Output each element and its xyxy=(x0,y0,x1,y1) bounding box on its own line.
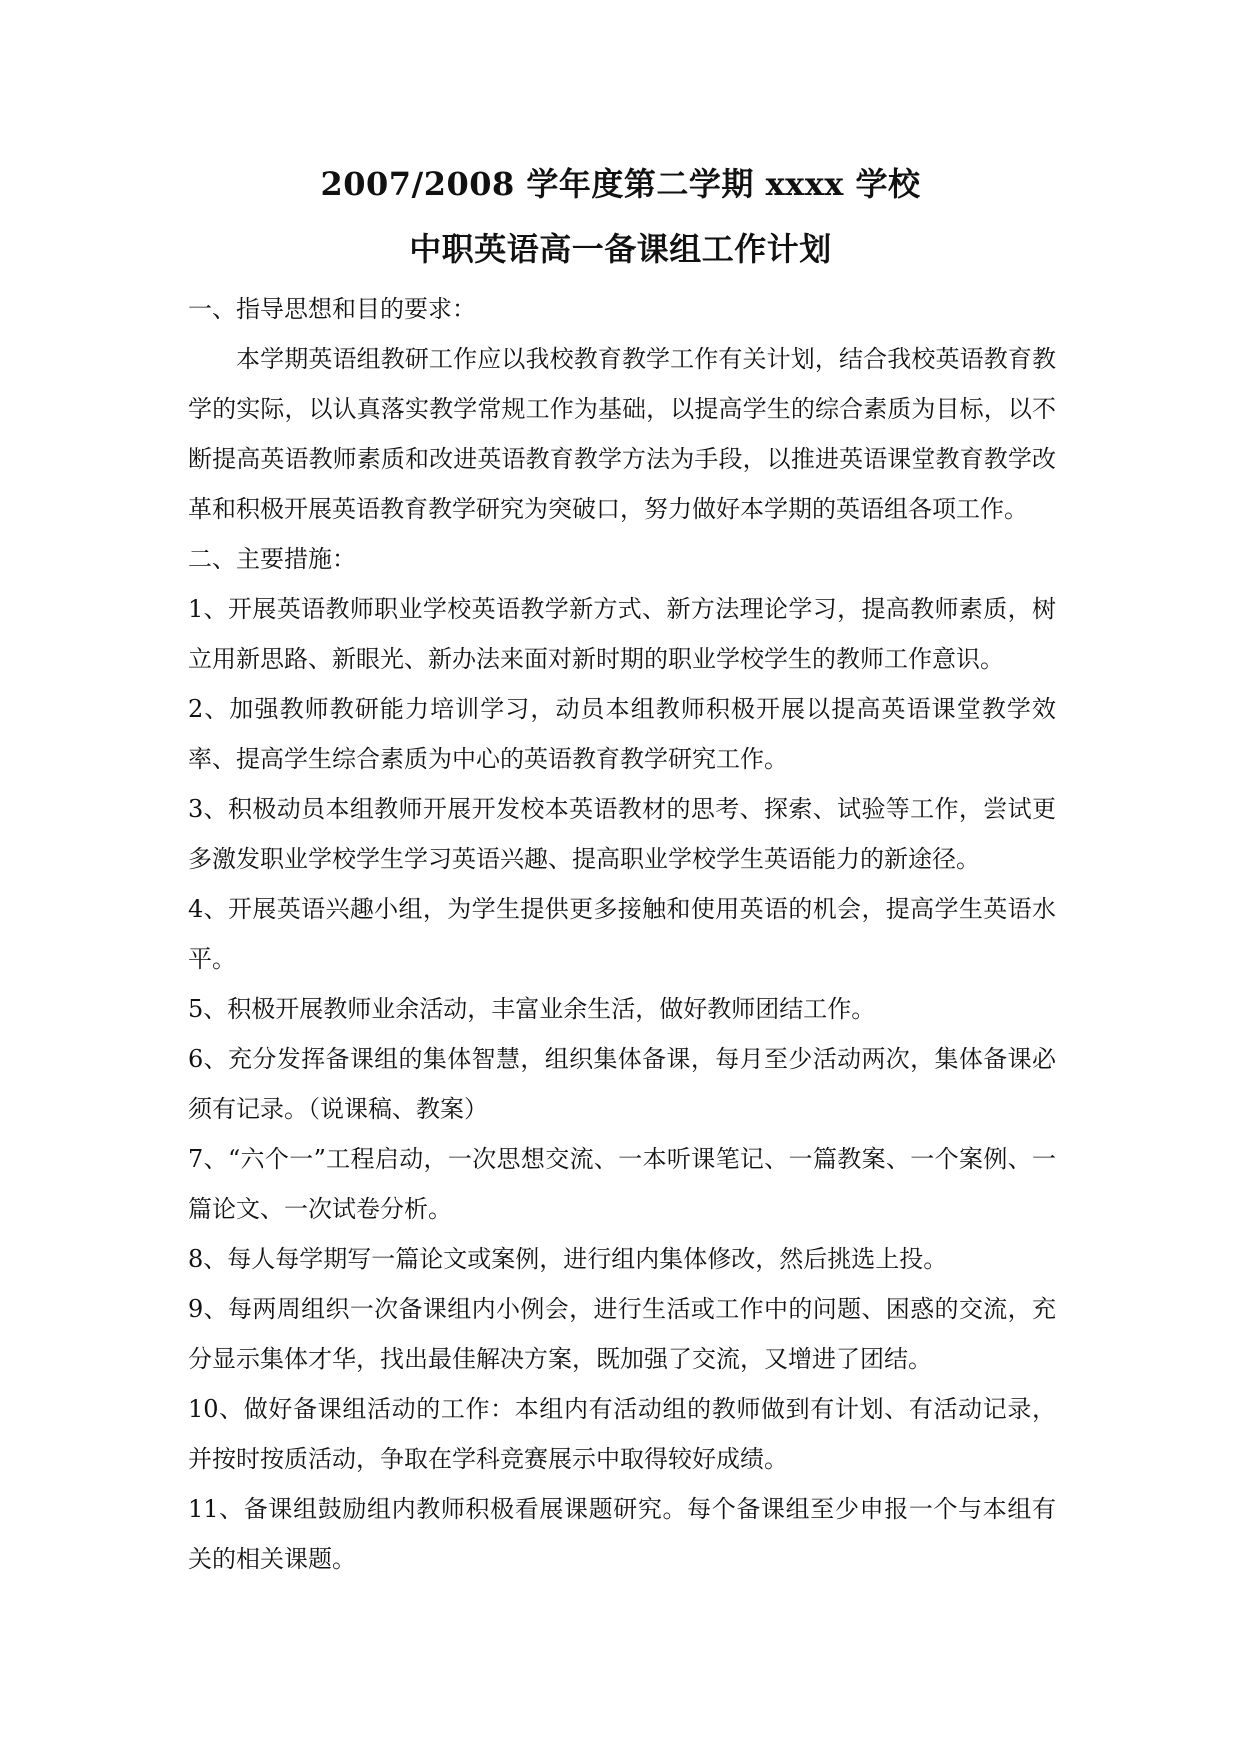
measure-item-4: 4、开展英语兴趣小组，为学生提供更多接触和使用英语的机会，提高学生英语水平。 xyxy=(188,895,1056,973)
measure-item-7: 7、“六个一”工程启动，一次思想交流、一本听课笔记、一篇教案、一个案例、一篇论文、一次试卷分析。 xyxy=(188,1145,1056,1223)
document-title-line-1: 2007/2008 学年度第二学期 xxxx 学校 xyxy=(320,165,921,203)
section-heading-main-measures: 二、主要措施： xyxy=(188,545,356,573)
measure-item-9: 9、每两周组织一次备课组内小例会，进行生活或工作中的问题、困惑的交流，充分显示集体才华，找出最佳解决方案，既加强了交流，又增进了团结。 xyxy=(188,1295,1056,1373)
measure-item-6: 6、充分发挥备课组的集体智慧，组织集体备课，每月至少活动两次，集体备课必须有记录。（说课稿、教案） xyxy=(188,1045,1056,1123)
measure-item-2: 2、加强教师教研能力培训学习，动员本组教师积极开展以提高英语课堂教学效率、提高学生综合素质为中心的英语教育教学研究工作。 xyxy=(188,695,1056,773)
measure-item-8: 8、每人每学期写一篇论文或案例，进行组内集体修改，然后挑选上投。 xyxy=(188,1245,948,1273)
measure-item-11: 11、备课组鼓励组内教师积极看展课题研究。每个备课组至少申报一个与本组有关的相关课题。 xyxy=(188,1495,1056,1573)
document-body xyxy=(188,284,1056,1584)
document-title-line-2: 中职英语高一备课组工作计划 xyxy=(409,230,832,268)
measure-item-5: 5、积极开展教师业余活动，丰富业余生活，做好教师团结工作。 xyxy=(188,995,876,1023)
guiding-ideas-paragraph: 本学期英语组教研工作应以我校教育教学工作有关计划，结合我校英语教育教学的实际，以认真落实教学常规工作为基础，以提高学生的综合素质为目标，以不断提高英语教师素质和改进英语教育教学方法为手段，以推进英语课堂教育教学改革和积极开展英语教育教学研究为突破口，努力做好本学期的英语组各项工作。 xyxy=(188,345,1056,523)
measure-item-3: 3、积极动员本组教师开展开发校本英语教材的思考、探索、试验等工作，尝试更多激发职业学校学生学习英语兴趣、提高职业学校学生英语能力的新途径。 xyxy=(188,795,1056,873)
measure-item-10: 10、做好备课组活动的工作：本组内有活动组的教师做到有计划、有活动记录，并按时按质活动，争取在学科竞赛展示中取得较好成绩。 xyxy=(188,1395,1056,1473)
measure-item-1: 1、开展英语教师职业学校英语教学新方式、新方法理论学习，提高教师素质，树立用新思路、新眼光、新办法来面对新时期的职业学校学生的教师工作意识。 xyxy=(188,595,1056,673)
section-heading-guiding-ideas: 一、指导思想和目的要求： xyxy=(188,295,476,323)
